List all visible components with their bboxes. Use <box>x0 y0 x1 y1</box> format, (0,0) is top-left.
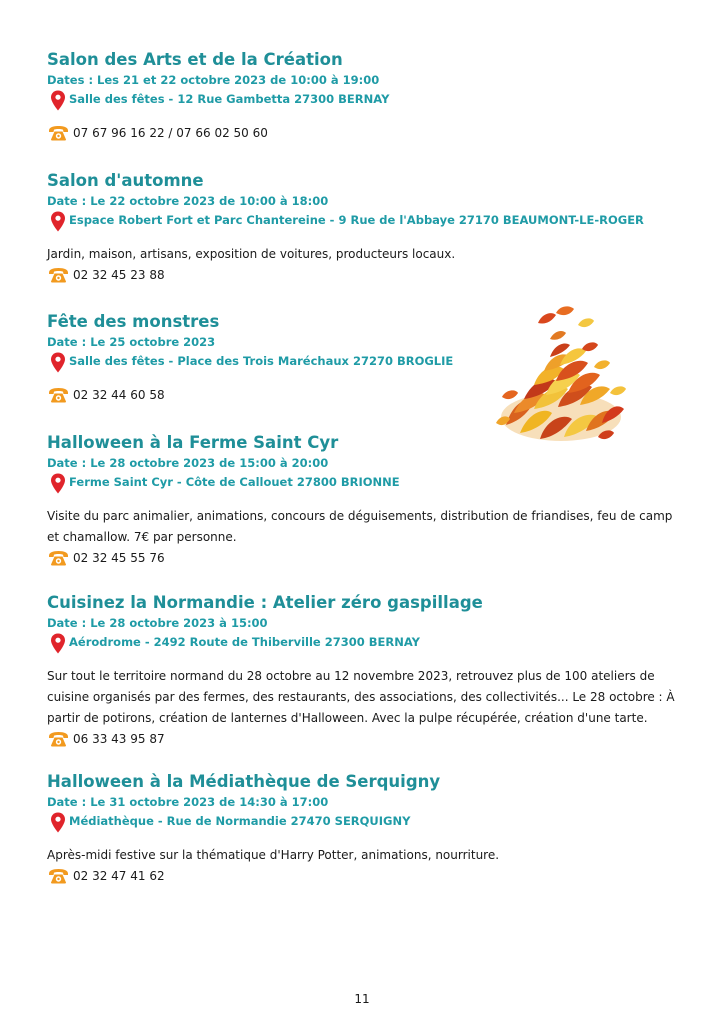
map-pin-icon <box>50 211 66 232</box>
event-description: Jardin, maison, artisans, exposition de voitures, producteurs locaux. <box>47 247 456 261</box>
telephone-icon <box>48 868 69 884</box>
map-pin-icon <box>50 352 66 373</box>
event-phone <box>47 265 687 285</box>
event-address: Aérodrome - 2492 Route de Thiberville 27300 BERNAY <box>69 635 420 649</box>
event-phone-number: 02 32 47 41 62 <box>73 869 165 883</box>
event-title: Halloween à la Médiathèque de Serquigny <box>47 772 441 791</box>
event-date: Dates : Les 21 et 22 octobre 2023 de 10:00 à 19:00 <box>47 73 380 87</box>
event-location <box>47 89 687 111</box>
event-address: Médiathèque - Rue de Normandie 27470 SERQUIGNY <box>69 814 411 828</box>
leaf-pile <box>501 344 624 442</box>
event-phone <box>47 385 487 405</box>
event-address: Salle des fêtes - 12 Rue Gambetta 27300 BERNAY <box>69 92 390 106</box>
event-location <box>47 811 687 833</box>
map-pin-icon <box>50 90 66 111</box>
event-date: Date : Le 25 octobre 2023 <box>47 335 216 349</box>
event-date: Date : Le 28 octobre 2023 de 15:00 à 20:00 <box>47 456 329 470</box>
telephone-icon <box>48 387 69 403</box>
event-block <box>47 432 687 568</box>
autumn-leaves-illustration <box>494 305 628 447</box>
map-pin-icon <box>50 633 66 654</box>
event-description: Visite du parc animalier, animations, concours de déguisements, distribution de friandises, feu de camp et chamallow. 7€ par personne. <box>47 509 673 544</box>
event-location <box>47 351 487 373</box>
event-phone <box>47 729 687 749</box>
event-phone-number: 07 67 96 16 22 / 07 66 02 50 60 <box>73 126 268 140</box>
telephone-icon <box>48 731 69 747</box>
event-description: Sur tout le territoire normand du 28 octobre au 12 novembre 2023, retrouvez plus de 100 ateliers de cuisine organisés par des fermes, des restaurants, des associations, des collectivités... Le 28 octobre : À partir de potirons, création de lanternes d'Halloween. Avec la pulpe récupérée, création d'une tarte. <box>47 669 675 725</box>
event-title: Cuisinez la Normandie : Atelier zéro gaspillage <box>47 593 483 612</box>
event-address: Ferme Saint Cyr - Côte de Callouet 27800 BRIONNE <box>69 475 400 489</box>
event-phone-number: 06 33 43 95 87 <box>73 732 165 746</box>
event-location <box>47 632 687 654</box>
event-location <box>47 210 687 232</box>
event-phone <box>47 548 687 568</box>
event-date: Date : Le 28 octobre 2023 à 15:00 <box>47 616 268 630</box>
event-block <box>47 311 487 405</box>
event-block <box>47 592 687 749</box>
event-date: Date : Le 22 octobre 2023 de 10:00 à 18:00 <box>47 194 329 208</box>
telephone-icon <box>48 267 69 283</box>
event-phone <box>47 866 687 886</box>
page-number: 11 <box>354 992 370 1006</box>
event-phone <box>47 123 687 143</box>
event-phone-number: 02 32 45 55 76 <box>73 551 165 565</box>
event-phone-number: 02 32 44 60 58 <box>73 388 165 402</box>
event-title: Salon d'automne <box>47 171 204 190</box>
event-title: Halloween à la Ferme Saint Cyr <box>47 433 339 452</box>
event-address: Salle des fêtes - Place des Trois Maréchaux 27270 BROGLIE <box>69 354 454 368</box>
event-date: Date : Le 31 octobre 2023 de 14:30 à 17:00 <box>47 795 329 809</box>
event-phone-number: 02 32 45 23 88 <box>73 268 165 282</box>
event-location <box>47 472 687 494</box>
event-description: Après-midi festive sur la thématique d'Harry Potter, animations, nourriture. <box>47 848 500 862</box>
map-pin-icon <box>50 812 66 833</box>
event-address: Espace Robert Fort et Parc Chantereine - 9 Rue de l'Abbaye 27170 BEAUMONT-LE-ROGER <box>69 213 644 227</box>
event-block <box>47 49 687 143</box>
telephone-icon <box>48 550 69 566</box>
telephone-icon <box>48 125 69 141</box>
map-pin-icon <box>50 473 66 494</box>
event-block <box>47 170 687 285</box>
event-title: Fête des monstres <box>47 312 220 331</box>
event-title: Salon des Arts et de la Création <box>47 50 343 69</box>
event-block <box>47 771 687 886</box>
